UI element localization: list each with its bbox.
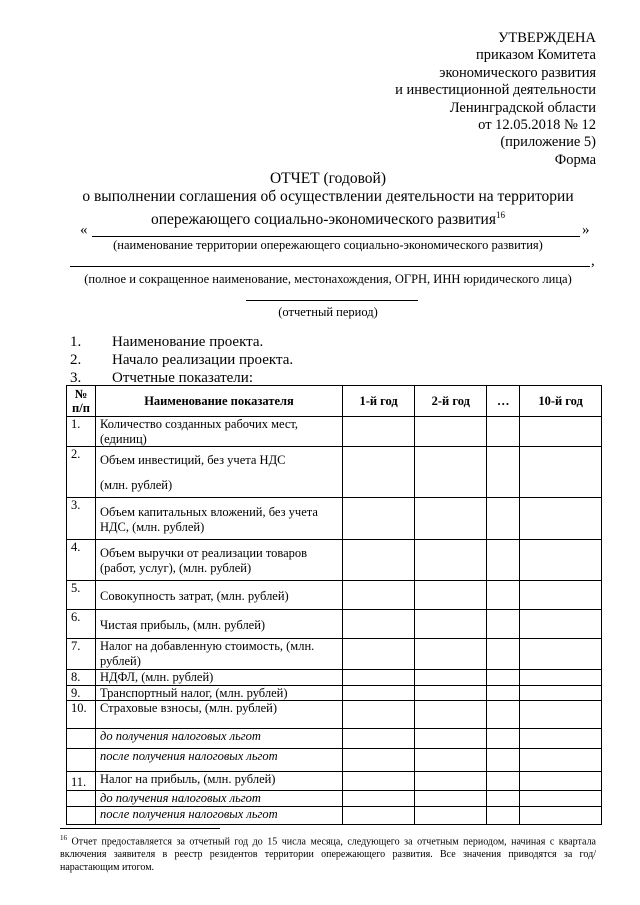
row-number (67, 806, 96, 824)
cell[interactable] (415, 610, 487, 639)
table-header-row (67, 386, 602, 417)
indicators-table (66, 385, 602, 825)
row-indicator: до получения налоговых льгот (96, 729, 343, 749)
row-indicator: Налог на прибыль, (млн. рублей) (96, 772, 343, 791)
title-line-1: ОТЧЕТ (годовой) (269, 170, 387, 187)
table-row (67, 701, 602, 729)
row-indicator: Страховые взносы, (млн. рублей) (96, 701, 343, 729)
title-line-2: о выполнении соглашения об осуществлении деятельности на территории (82, 188, 574, 205)
cell[interactable] (487, 417, 520, 447)
cell[interactable] (520, 417, 602, 447)
approval-line: Ленинградской области (449, 99, 596, 116)
cell[interactable] (520, 610, 602, 639)
cell[interactable] (487, 729, 520, 749)
approval-line: приказом Комитета (475, 47, 596, 64)
row-number: 6. (67, 610, 96, 639)
cell[interactable] (487, 806, 520, 824)
approval-line: УТВЕРЖДЕНА (498, 30, 596, 46)
cell[interactable] (343, 806, 415, 824)
cell[interactable] (520, 639, 602, 670)
cell[interactable] (343, 417, 415, 447)
cell[interactable] (343, 581, 415, 610)
cell[interactable] (343, 670, 415, 686)
numbered-list (70, 333, 293, 387)
quote-close: » (582, 222, 590, 238)
cell[interactable] (415, 772, 487, 791)
cell[interactable] (520, 701, 602, 729)
cell[interactable] (487, 639, 520, 670)
cell[interactable] (343, 540, 415, 581)
cell[interactable] (487, 772, 520, 791)
cell[interactable] (487, 610, 520, 639)
row-indicator: после получения налоговых льгот (96, 749, 343, 772)
cell[interactable] (415, 729, 487, 749)
cell[interactable] (415, 701, 487, 729)
entity-comma: , (591, 253, 595, 269)
list-number: 3. (70, 370, 82, 386)
cell[interactable] (520, 447, 602, 498)
cell[interactable] (487, 447, 520, 498)
approval-line: от 12.05.2018 № 12 (478, 117, 596, 134)
header-number: № п/п (67, 386, 96, 417)
list-text: Наименование проекта. (112, 334, 264, 350)
header-indicator: Наименование показателя (96, 386, 343, 417)
row-number: 10. (67, 701, 96, 729)
cell[interactable] (487, 685, 520, 701)
header-year-10: 10-й год (520, 386, 602, 417)
approval-line: экономического развития (439, 64, 596, 81)
cell[interactable] (520, 540, 602, 581)
table-row (67, 670, 602, 686)
table-row (67, 610, 602, 639)
list-text: Отчетные показатели: (112, 370, 253, 386)
row-number: 8. (67, 670, 96, 686)
approval-line: Форма (554, 151, 596, 168)
quote-open: « (80, 222, 88, 238)
territory-name-field[interactable] (92, 222, 580, 237)
row-indicator: НДФЛ, (млн. рублей) (96, 670, 343, 686)
table-row (67, 639, 602, 670)
cell[interactable] (343, 701, 415, 729)
territory-caption: (наименование территории опережающего социально-экономического развития) (113, 238, 543, 252)
footnote-mark: 16 (60, 834, 67, 842)
cell[interactable] (415, 498, 487, 540)
cell[interactable] (415, 685, 487, 701)
table-row (67, 581, 602, 610)
cell[interactable] (520, 790, 602, 806)
cell[interactable] (343, 498, 415, 540)
entity-caption: (полное и сокращенное наименование, местонахождения, ОГРН, ИНН юридического лица) (84, 272, 572, 286)
title-line-3-text: опережающего социально-экономического развития (151, 211, 496, 229)
row-number: 2. (67, 447, 96, 498)
header-year-1: 1-й год (343, 386, 415, 417)
row-number: 5. (67, 581, 96, 610)
document-title (60, 170, 596, 229)
cell[interactable] (520, 670, 602, 686)
entity-name-field[interactable] (70, 252, 590, 267)
row-indicator-text: Объем инвестиций, без учета НДС (100, 453, 286, 467)
cell[interactable] (343, 729, 415, 749)
cell[interactable] (520, 729, 602, 749)
row-number (67, 729, 96, 749)
cell[interactable] (415, 790, 487, 806)
cell[interactable] (415, 806, 487, 824)
list-item (70, 351, 293, 369)
header-ellipsis: … (487, 386, 520, 417)
row-indicator-text: Чистая прибыль, (млн. рублей) (100, 618, 266, 632)
cell[interactable] (520, 772, 602, 791)
footnote-divider (60, 828, 220, 829)
cell[interactable] (343, 447, 415, 498)
cell[interactable] (487, 749, 520, 772)
list-text: Начало реализации проекта. (112, 352, 294, 368)
approval-block (395, 30, 596, 169)
cell[interactable] (415, 749, 487, 772)
cell[interactable] (487, 790, 520, 806)
period-field[interactable] (246, 286, 418, 301)
cell[interactable] (487, 701, 520, 729)
cell[interactable] (415, 417, 487, 447)
row-number-text: 11. (71, 775, 87, 789)
table-row (67, 417, 602, 447)
table-row (67, 772, 602, 791)
row-indicator (96, 498, 343, 540)
cell[interactable] (487, 670, 520, 686)
footnote (60, 832, 596, 874)
cell[interactable] (343, 610, 415, 639)
list-item (70, 333, 293, 351)
row-number (67, 790, 96, 806)
row-number: 9. (67, 685, 96, 701)
cell[interactable] (520, 498, 602, 540)
table-row (67, 498, 602, 540)
cell[interactable] (415, 670, 487, 686)
row-indicator-unit: (млн. рублей) (100, 477, 173, 492)
cell[interactable] (520, 581, 602, 610)
cell[interactable] (415, 447, 487, 498)
cell[interactable] (487, 498, 520, 540)
row-number (67, 772, 96, 791)
row-number: 3. (67, 498, 96, 540)
period-caption: (отчетный период) (278, 305, 378, 319)
row-indicator: Налог на добавленную стоимость, (млн. рублей) (96, 639, 343, 670)
table-row (67, 447, 602, 498)
approval-line: и инвестиционной деятельности (395, 82, 596, 99)
cell[interactable] (343, 685, 415, 701)
list-number: 2. (70, 352, 82, 368)
row-indicator: после получения налоговых льгот (96, 806, 343, 824)
table-row (67, 749, 602, 772)
footnote-reference: 16 (495, 210, 505, 220)
row-indicator-text: Объем капитальных вложений, без учета НДС, (млн. рублей) (100, 505, 318, 534)
row-indicator (96, 447, 343, 498)
cell[interactable] (343, 639, 415, 670)
cell[interactable] (415, 581, 487, 610)
header-year-2: 2-й год (415, 386, 487, 417)
table-row (67, 540, 602, 581)
cell[interactable] (343, 772, 415, 791)
table-row (67, 806, 602, 824)
row-indicator-text: Совокупность затрат, (млн. рублей) (100, 589, 289, 603)
cell[interactable] (520, 685, 602, 701)
footnote-text: Отчет предоставляется за отчетный год до 15 числа месяца, следующего за отчетным периодом, начиная с квартала включения заявителя в реестр резидентов территории опережающего развития. Все значения приводятся за год/ нарастающим итогом. (60, 836, 596, 874)
cell[interactable] (343, 749, 415, 772)
cell[interactable] (343, 790, 415, 806)
row-indicator: Количество созданных рабочих мест, (единиц) (96, 417, 343, 447)
row-number: 7. (67, 639, 96, 670)
cell[interactable] (487, 540, 520, 581)
row-number (67, 749, 96, 772)
approval-line: (приложение 5) (500, 134, 596, 151)
row-number: 1. (67, 417, 96, 447)
cell[interactable] (520, 749, 602, 772)
cell[interactable] (415, 540, 487, 581)
row-number: 4. (67, 540, 96, 581)
row-indicator-text: Объем выручки от реализации товаров (работ, услуг), (млн. рублей) (100, 546, 308, 575)
row-indicator: Транспортный налог, (млн. рублей) (96, 685, 343, 701)
list-number: 1. (70, 334, 82, 350)
table-row (67, 685, 602, 701)
cell[interactable] (520, 806, 602, 824)
table-row (67, 729, 602, 749)
row-indicator (96, 540, 343, 581)
cell[interactable] (415, 639, 487, 670)
cell[interactable] (487, 581, 520, 610)
table-row (67, 790, 602, 806)
row-indicator (96, 610, 343, 639)
row-indicator: до получения налоговых льгот (96, 790, 343, 806)
row-indicator (96, 581, 343, 610)
